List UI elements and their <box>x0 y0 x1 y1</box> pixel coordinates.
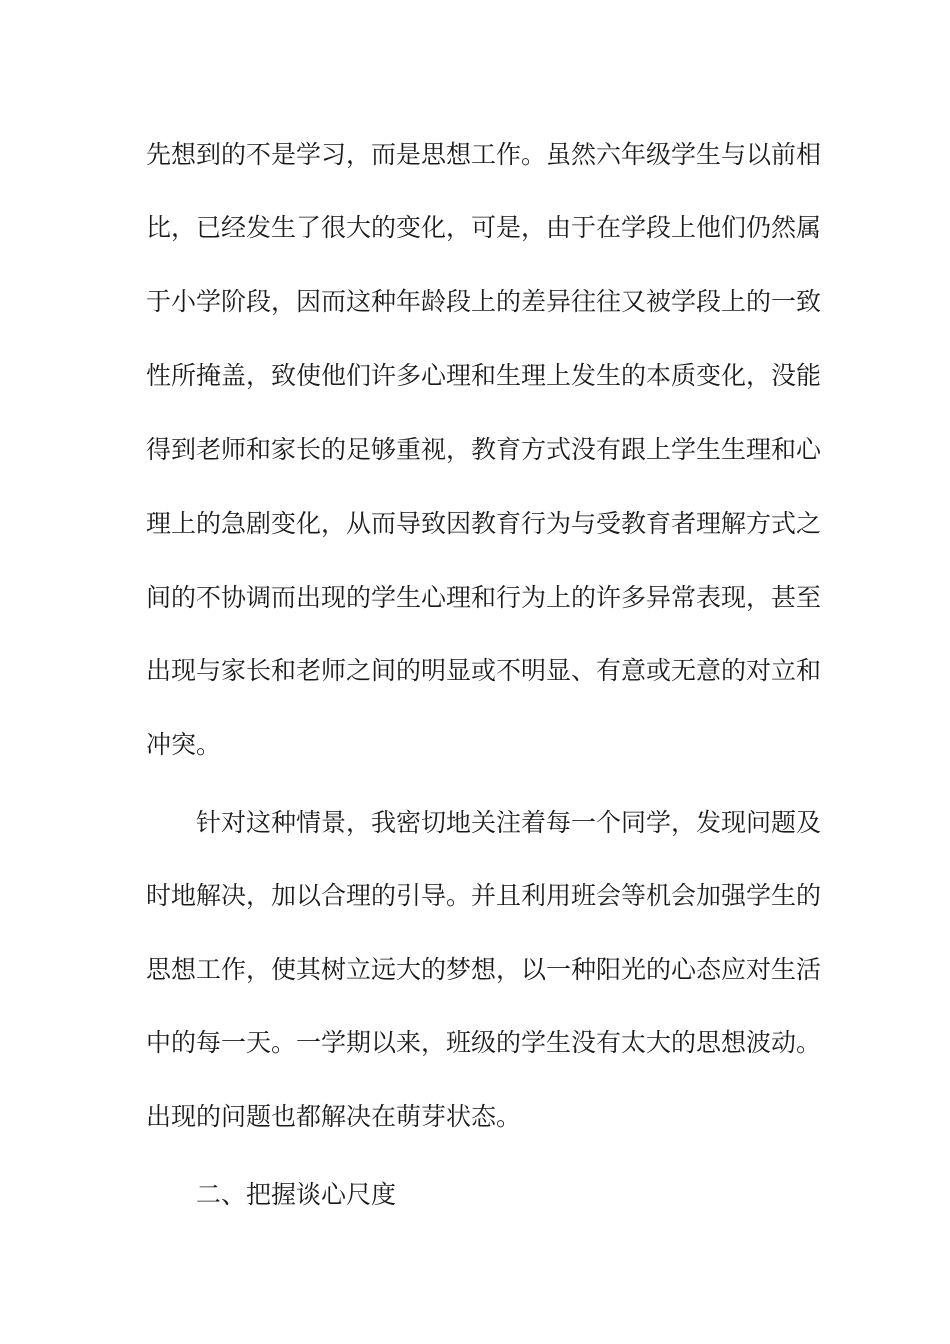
text-line: 中的每一天。一学期以来，班级的学生没有太大的思想波动。 <box>146 1028 822 1057</box>
text-line: 比，已经发生了很大的变化，可是，由于在学段上他们仍然属 <box>146 213 822 242</box>
text-line: 针对这种情景，我密切地关注着每一个同学，发现问题及 <box>196 808 822 837</box>
text-line: 先想到的不是学习，而是思想工作。虽然六年级学生与以前相 <box>146 140 822 169</box>
text-line: 性所掩盖，致使他们许多心理和生理上发生的本质变化，没能 <box>146 361 822 390</box>
text-line: 思想工作，使其树立远大的梦想，以一种阳光的心态应对生活 <box>146 955 822 984</box>
text-line: 出现与家长和老师之间的明显或不明显、有意或无意的对立和 <box>146 656 822 685</box>
text-line: 于小学阶段，因而这种年龄段上的差异往往又被学段上的一致 <box>146 287 822 316</box>
section-heading: 二、把握谈心尺度 <box>196 1180 397 1209</box>
text-line: 冲突。 <box>146 730 222 759</box>
text-line: 理上的急剧变化，从而导致因教育行为与受教育者理解方式之 <box>146 509 822 538</box>
text-line: 时地解决，加以合理的引导。并且利用班会等机会加强学生的 <box>146 881 822 910</box>
text-line: 出现的问题也都解决在萌芽状态。 <box>146 1102 522 1131</box>
text-line: 间的不协调而出现的学生心理和行为上的许多异常表现，甚至 <box>146 583 822 612</box>
text-line: 得到老师和家长的足够重视，教育方式没有跟上学生生理和心 <box>146 435 822 464</box>
